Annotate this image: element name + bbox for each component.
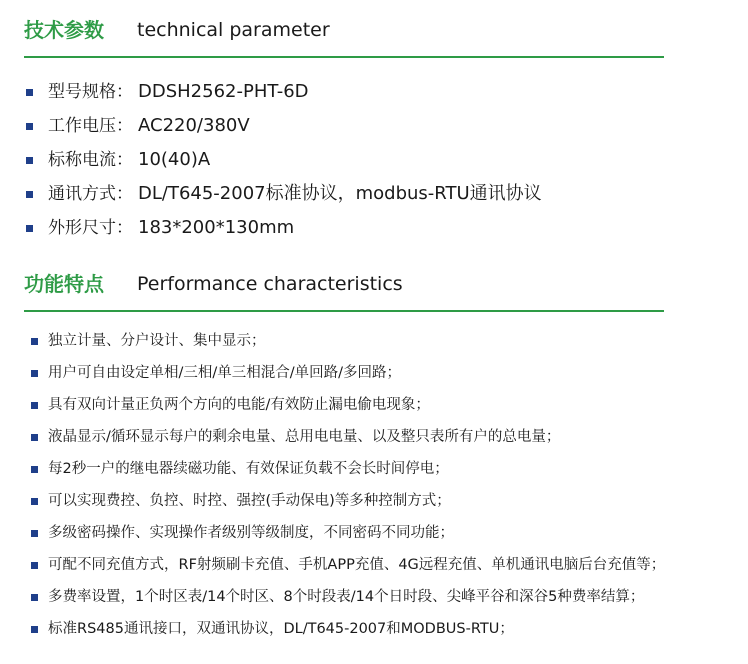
square-bullet-icon xyxy=(31,370,38,377)
performance-characteristics-header xyxy=(24,270,664,312)
parameter-value: 183*200*130mm xyxy=(138,217,295,238)
feature-text: 液晶显示/循环显示每户的剩余电量、总用电电量、以及整只表所有户的总电量； xyxy=(48,429,561,445)
square-bullet-icon xyxy=(31,338,38,345)
square-bullet-icon xyxy=(26,225,33,232)
parameter-value: DDSH2562-PHT-6D xyxy=(138,81,309,102)
feature-text: 可配不同充值方式，RF射频刷卡充值、手机APP充值、4G远程充值、单机通讯电脑后台充值等； xyxy=(48,557,666,573)
feature-text: 独立计量、分户设计、集中显示； xyxy=(48,333,266,349)
square-bullet-icon xyxy=(31,530,38,537)
technical-title-zh: 技术参数 xyxy=(24,18,104,42)
parameter-value: 10(40)A xyxy=(138,149,211,170)
parameter-label: 标称电流： xyxy=(48,150,133,170)
parameter-value: AC220/380V xyxy=(138,115,250,136)
performance-title-en: Performance characteristics xyxy=(137,273,403,295)
square-bullet-icon xyxy=(31,466,38,473)
square-bullet-icon xyxy=(31,594,38,601)
feature-text: 每2秒一户的继电器续磁功能、有效保证负载不会长时间停电； xyxy=(48,461,449,477)
square-bullet-icon xyxy=(26,157,33,164)
parameter-label: 型号规格： xyxy=(48,82,133,102)
parameter-label: 外形尺寸： xyxy=(48,218,133,238)
square-bullet-icon xyxy=(31,402,38,409)
feature-text: 用户可自由设定单相/三相/单三相混合/单回路/多回路； xyxy=(48,365,402,381)
square-bullet-icon xyxy=(31,498,38,505)
technical-title-en: technical parameter xyxy=(137,19,330,41)
parameter-label: 通讯方式： xyxy=(48,184,133,204)
parameter-value: DL/T645-2007标准协议，modbus-RTU通讯协议 xyxy=(138,183,542,204)
feature-text: 多级密码操作、实现操作者级别等级制度，不同密码不同功能； xyxy=(48,525,454,541)
square-bullet-icon xyxy=(31,562,38,569)
feature-text: 标准RS485通讯接口，双通讯协议，DL/T645-2007和MODBUS-RTU； xyxy=(48,621,514,637)
feature-text: 多费率设置，1个时区表/14个时区、8个时段表/14个日时段、尖峰平谷和深谷5种费率结算； xyxy=(48,589,645,605)
square-bullet-icon xyxy=(31,434,38,441)
square-bullet-icon xyxy=(31,626,38,633)
square-bullet-icon xyxy=(26,123,33,130)
square-bullet-icon xyxy=(26,191,33,198)
square-bullet-icon xyxy=(26,89,33,96)
parameter-label: 工作电压： xyxy=(48,116,133,136)
feature-text: 具有双向计量正负两个方向的电能/有效防止漏电偷电现象； xyxy=(48,397,430,413)
technical-parameter-header xyxy=(24,16,664,58)
feature-text: 可以实现费控、负控、时控、强控(手动保电)等多种控制方式； xyxy=(48,493,451,509)
performance-title-zh: 功能特点 xyxy=(24,272,104,296)
